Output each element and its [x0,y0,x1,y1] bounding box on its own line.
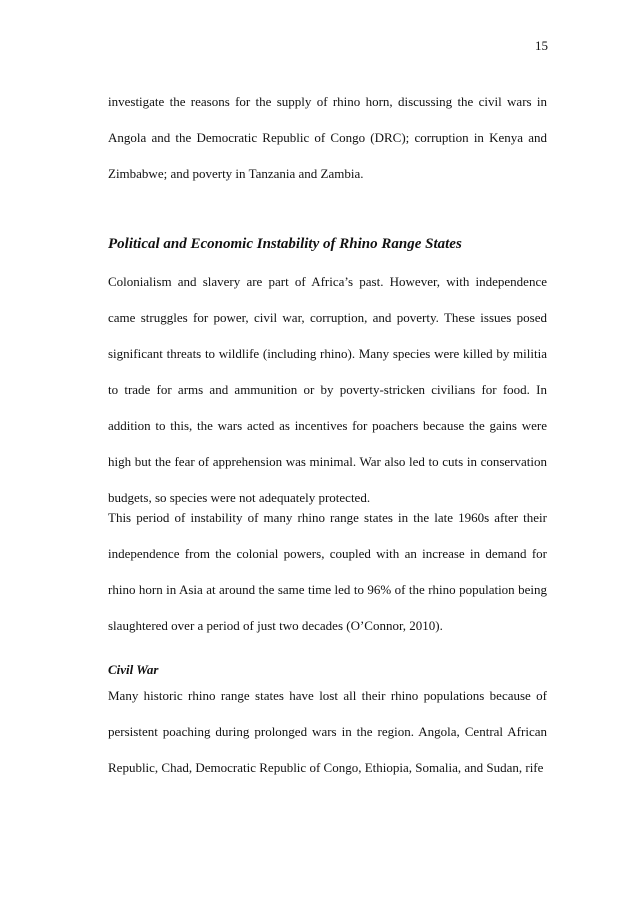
paragraph-colonialism: Colonialism and slavery are part of Africa’s past. However, with independence came struggles for power, civil war, corruption, and poverty. These issues posed significant threats to wildlife (including rhino). Many species were killed by militia to trade for arms and ammunition or by poverty-stricken civilians for food. In addition to this, the wars acted as incentives for poachers because the gains were high but the fear of apprehension was minimal. War also led to cuts in conservation budgets, so species were not adequately protected. [108,274,547,505]
page-number: 15 [535,38,548,53]
section-heading-political-economic-instability: Political and Economic Instability of Rhino Range States [108,236,462,252]
paragraph-intro-continuation: investigate the reasons for the supply of rhino horn, discussing the civil wars in Angola and the Democratic Republic of Congo (DRC); corruption in Kenya and Zimbabwe; and poverty in Tanzania and Zambia. [108,94,547,181]
paragraph-instability-period: This period of instability of many rhino range states in the late 1960s after their independence from the colonial powers, coupled with an increase in demand for rhino horn in Asia at around the same time led to 96% of the rhino population being slaughtered over a period of just two decades (O’Connor, 2010). [108,510,547,633]
subsection-heading-civil-war: Civil War [108,662,159,677]
paragraph-civil-war: Many historic rhino range states have lost all their rhino populations because of persistent poaching during prolonged wars in the region. Angola, Central African Republic, Chad, Democratic Republic of Congo, Ethiopia, Somalia, and Sudan, rife [108,688,547,775]
